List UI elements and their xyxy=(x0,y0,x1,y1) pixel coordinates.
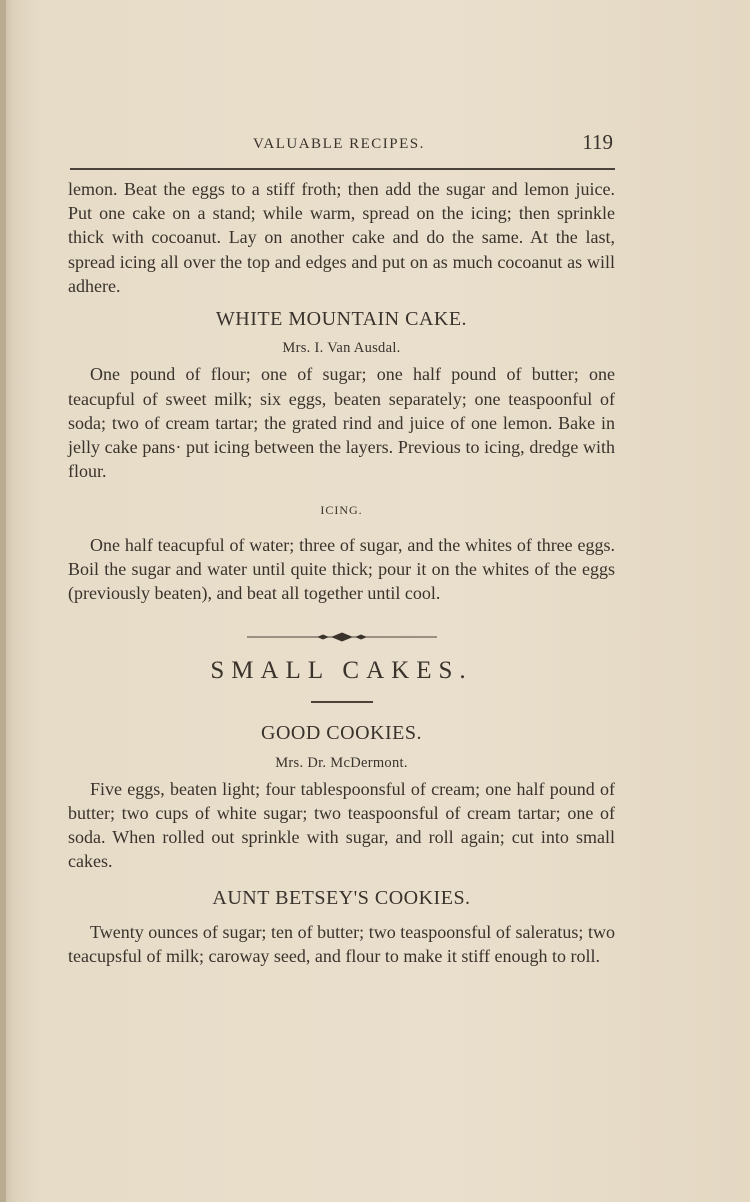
page-spine-shadow xyxy=(0,0,6,1202)
section-rule xyxy=(311,701,373,703)
page-body xyxy=(68,177,615,968)
icing-subheading: ICING. xyxy=(320,503,363,518)
page-number: 119 xyxy=(582,130,613,154)
recipe-author: Mrs. I. Van Ausdal. xyxy=(282,340,401,357)
icing-text: One half teacupful of water; three of sugar, and the whites of three eggs. Boil the sugar and water until quite thick; pour it on the whites of the eggs (previously beaten), and beat all together until cool. xyxy=(68,534,615,604)
recipe-author: Mrs. Dr. McDermont. xyxy=(275,754,408,771)
recipe-title-white-mountain-cake: WHITE MOUNTAIN CAKE. xyxy=(215,308,468,331)
ornamental-divider xyxy=(247,631,437,643)
header-rule xyxy=(70,168,615,170)
running-title: VALUABLE RECIPES. xyxy=(253,136,425,152)
section-title-small-cakes: SMALL CAKES. xyxy=(210,657,473,685)
recipe-text-white-mountain-cake: One pound of flour; one of sugar; one half pound of butter; one teacupful of sweet milk; six eggs, beaten separately; one teaspoonful of soda; two of cream tartar; the grated rind and juice of one lemon. Bake in jelly cake pans· put icing between the layers. Previous to icing, dredge with flour. xyxy=(68,364,615,482)
recipe-text-good-cookies: Five eggs, beaten light; four tablespoonsful of cream; one half pound of butter; two cups of white sugar; two teaspoonsful of cream tartar; one of soda. When rolled out sprinkle with sugar, and roll again; cut into small cakes. xyxy=(68,778,615,872)
page-header xyxy=(70,130,615,160)
recipe-title-aunt-betseys-cookies: AUNT BETSEY'S COOKIES. xyxy=(212,886,471,909)
continued-paragraph: lemon. Beat the eggs to a stiff froth; then add the sugar and lemon juice. Put one cake on a stand; while warm, spread on the icing; then sprinkle thick with cocoanut. Lay on another cake and do the same. At the last, spread icing all over the top and edges and put on as much cocoanut as will adhere. xyxy=(68,179,615,296)
recipe-title-good-cookies: GOOD COOKIES. xyxy=(261,722,422,745)
recipe-text-aunt-betseys-cookies: Twenty ounces of sugar; ten of butter; two teaspoonsful of saleratus; two teacupsful of milk; caroway seed, and flour to make it stiff enough to roll. xyxy=(68,921,615,967)
